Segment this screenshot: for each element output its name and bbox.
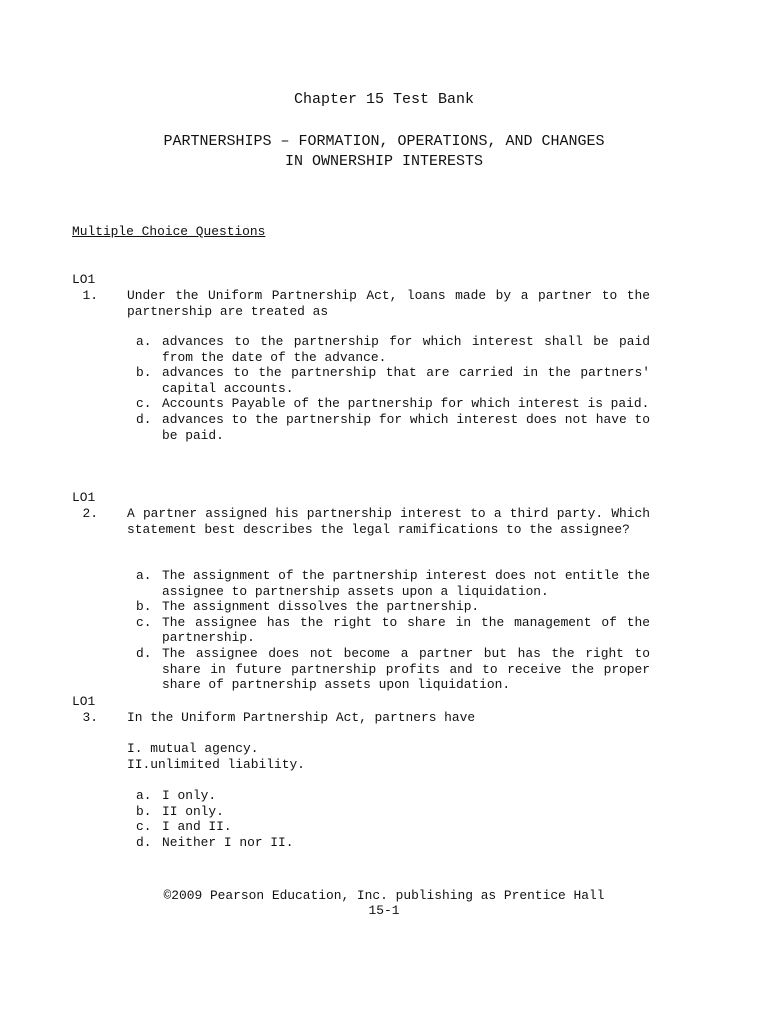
answer-option xyxy=(136,599,650,615)
answer-option xyxy=(136,396,650,412)
option-text: The assignee has the right to share in the management of the partnership. xyxy=(162,614,650,646)
option-text: The assignment of the partnership interest does not entitle the assignee to partnership assets upon a liquidation. xyxy=(162,568,650,599)
question-text: Under the Uniform Partnership Act, loans made by a partner to the partnership are treated as xyxy=(127,288,650,319)
answer-option xyxy=(136,568,650,599)
option-text: The assignee does not become a partner but has the right to share in future partnership profits and to receive the proper share of partnership assets upon liquidation. xyxy=(162,645,650,693)
option-letter: b. xyxy=(136,365,152,381)
page-subtitle-line2: IN OWNERSHIP INTERESTS xyxy=(284,153,484,170)
option-text: I and II. xyxy=(162,819,232,835)
answer-option xyxy=(136,646,650,693)
copyright-footer: ©2009 Pearson Education, Inc. publishing as Prentice Hall xyxy=(163,888,605,903)
option-text: advances to the partnership that are carried in the partners' capital accounts. xyxy=(162,365,650,396)
answer-options xyxy=(136,788,650,850)
option-text: Neither I nor II. xyxy=(162,834,294,850)
option-letter: a. xyxy=(136,568,152,583)
answer-options xyxy=(136,568,650,693)
option-letter: c. xyxy=(136,614,152,630)
answer-option xyxy=(136,835,650,851)
learning-objective-label: LO1 xyxy=(72,490,96,505)
answer-option xyxy=(136,804,650,820)
page-subtitle-line1: PARTNERSHIPS – FORMATION, OPERATIONS, AND CHANGES xyxy=(163,133,605,150)
option-letter: b. xyxy=(136,599,152,615)
learning-objective-label: LO1 xyxy=(72,694,96,709)
question-text: In the Uniform Partnership Act, partners have xyxy=(127,710,476,725)
answer-option xyxy=(136,819,650,835)
question-text: A partner assigned his partnership interest to a third party. Which statement best describes the legal ramifications to the assignee? xyxy=(127,506,650,537)
option-text: advances to the partnership for which interest shall be paid from the date of the advance. xyxy=(162,334,650,365)
answer-options xyxy=(136,334,650,443)
statement-item: II.unlimited liability. xyxy=(127,757,305,772)
option-letter: b. xyxy=(136,803,152,819)
option-letter: d. xyxy=(136,645,152,661)
answer-option xyxy=(136,365,650,396)
question-number: 2. xyxy=(82,506,98,521)
option-text: The assignment dissolves the partnership. xyxy=(162,599,480,615)
statement-item: I. mutual agency. xyxy=(127,741,259,756)
option-text: I only. xyxy=(162,788,217,803)
answer-option xyxy=(136,412,650,443)
option-text: Accounts Payable of the partnership for which interest is paid. xyxy=(162,396,650,412)
option-letter: d. xyxy=(136,834,152,850)
option-letter: c. xyxy=(136,819,152,835)
page-title: Chapter 15 Test Bank xyxy=(293,91,475,108)
learning-objective-label: LO1 xyxy=(72,272,96,287)
option-letter: a. xyxy=(136,788,152,803)
section-heading: Multiple Choice Questions xyxy=(72,224,266,239)
page-number: 15-1 xyxy=(368,903,400,918)
option-text: II only. xyxy=(162,803,224,819)
option-letter: a. xyxy=(136,334,152,349)
question-number: 3. xyxy=(82,710,98,725)
answer-option xyxy=(136,788,650,804)
option-letter: d. xyxy=(136,411,152,427)
option-letter: c. xyxy=(136,396,152,412)
answer-option xyxy=(136,615,650,646)
option-text: advances to the partnership for which interest does not have to be paid. xyxy=(162,411,650,443)
question-number: 1. xyxy=(82,288,98,303)
answer-option xyxy=(136,334,650,365)
